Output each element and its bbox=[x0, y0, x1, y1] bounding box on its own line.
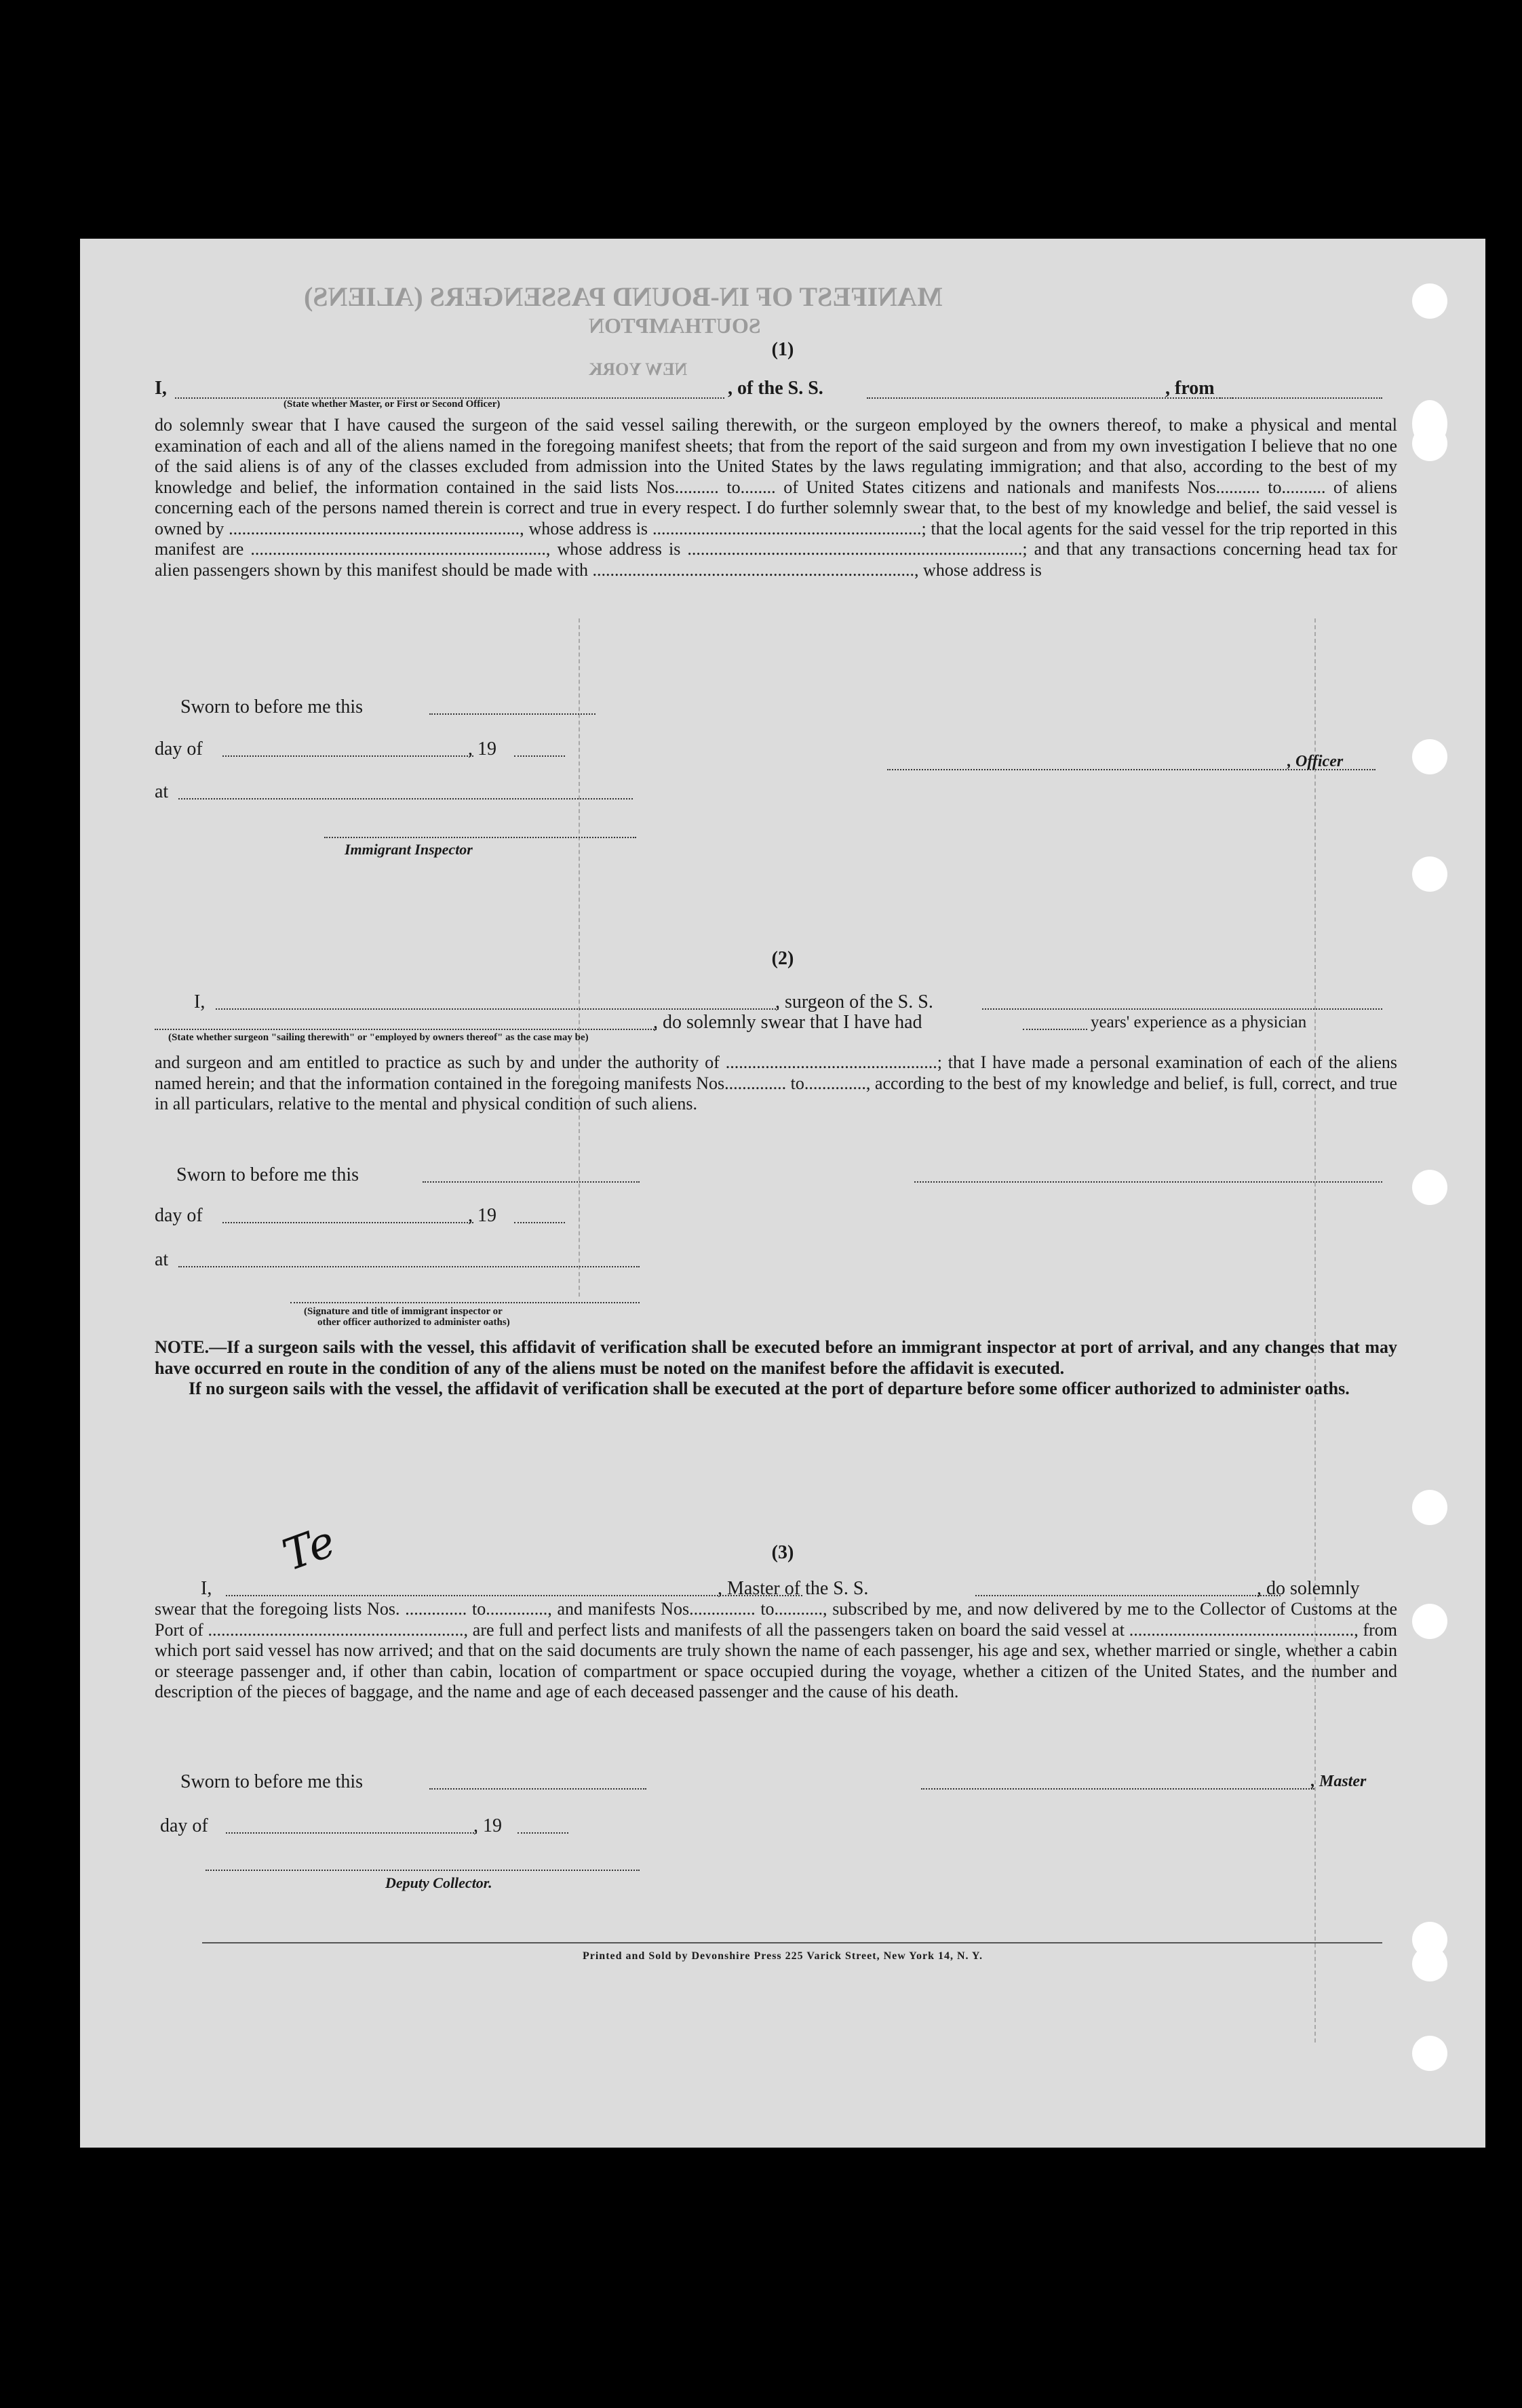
s2-sig-note-1: (Signature and title of immigrant inspector or bbox=[304, 1306, 503, 1317]
s3-sworn-label: Sworn to before me this bbox=[180, 1771, 364, 1792]
s1-at-label: at bbox=[155, 781, 169, 802]
s1-sworn-label: Sworn to before me this bbox=[180, 696, 364, 717]
s3-name-rule bbox=[226, 1595, 802, 1596]
bleed-through-port-to: NEW YORK bbox=[589, 359, 688, 379]
s2-note bbox=[155, 1337, 1397, 1379]
punch-hole bbox=[1412, 739, 1447, 774]
s3-master-of: , Master of the S. S. bbox=[718, 1578, 869, 1599]
punch-hole bbox=[1412, 1604, 1447, 1639]
s1-year-label: , 19 bbox=[468, 738, 496, 759]
s2-at-rule bbox=[178, 1266, 640, 1267]
section-1-heading: (1) bbox=[771, 339, 794, 360]
section-3-heading: (3) bbox=[771, 1542, 794, 1563]
s2-i: I, bbox=[194, 991, 206, 1012]
punch-hole bbox=[1412, 856, 1447, 892]
printer-imprint: Printed and Sold by Devonshire Press 225 Varick Street, New York 14, N. Y. bbox=[582, 1950, 983, 1962]
s1-day-rule bbox=[222, 755, 473, 757]
s2-name-rule bbox=[216, 1008, 779, 1010]
manifest-page bbox=[80, 239, 1485, 2148]
s1-from-rule bbox=[1219, 397, 1382, 399]
s2-state-rule bbox=[155, 1029, 657, 1030]
handwritten-mark: Te bbox=[276, 1516, 342, 1581]
s2-year-rule bbox=[514, 1222, 565, 1223]
s3-master-label: , Master bbox=[1311, 1773, 1367, 1790]
s3-year-label: , 19 bbox=[473, 1815, 502, 1836]
s1-intro-i: I, bbox=[155, 378, 167, 399]
bleed-line bbox=[1314, 618, 1316, 2042]
punch-hole bbox=[1412, 1170, 1447, 1205]
s3-oath-body: swear that the foregoing lists Nos. .............. to.............., and manifests Nos............... to..........., subscribed by me, and now delivered by me to the Collector of Customs at the Port of .........................................................., are full and perfect lists and manifests of all the passengers taken on board the said vessel at ..................................................., from which port said vessel has now arrived; and that on the said documents are truly shown the name of each passenger, his age and sex, whether married or single, whether a cabin or steerage passenger and, if other than cabin, location of compartment or space occupied during the voyage, whether a citizen of the United States, and the number and description of the pieces of baggage, and the name and age of each deceased passenger and the cause of his death. bbox=[155, 1599, 1397, 1701]
s2-note-2: If no surgeon sails with the vessel, the affidavit of verification shall be executed at the port of departure before some officer authorized to administer oaths. bbox=[189, 1379, 1350, 1398]
s2-day-of-label: day of bbox=[155, 1205, 203, 1226]
bleed-through-port-from: SOUTHAMPTON bbox=[589, 313, 761, 338]
punch-hole bbox=[1412, 426, 1447, 461]
s3-day-rule bbox=[226, 1832, 477, 1834]
s2-state-note: (State whether surgeon "sailing therewith" or "employed by owners thereof" as the case may be) bbox=[168, 1032, 589, 1043]
s1-inspector-label: Immigrant Inspector bbox=[345, 841, 473, 858]
s3-sworn-rule bbox=[429, 1788, 646, 1790]
punch-hole bbox=[1412, 1490, 1447, 1525]
s2-note-body: —If a surgeon sails with the vessel, this affidavit of verification shall be executed before an immigrant inspector at port of arrival, and any changes that may have occurred en route in the condition of any of the aliens must be noted on the manifest before the affidavit is executed. bbox=[155, 1337, 1397, 1378]
s1-oath-body: do solemnly swear that I have caused the surgeon of the said vessel sailing therewith, or the surgeon employed by the owners thereof, to make a physical and mental examination of each and all of the aliens named in the foregoing manifest sheets; that from the report of the said surgeon and from my own investigation I believe that no one of the said aliens is of any of the classes excluded from admission into the United States by the laws regulating immigration; and that also, according to the best of my knowledge and belief, the information contained in the said lists Nos.......... to........ of United States citizens and nationals and manifests Nos.......... to.......... of aliens concerning each of the persons named therein is correct and true in every respect. I do further solemnly swear that, to the best of my knowledge and belief, the said vessel is owned by .................................................................., whose address is .............................................................; that the local agents for the said vessel for the trip reported in this manifest are ..................................................................., whose address is ............................................................................; and that any transactions concerning head tax for alien passengers shown by this manifest should be made with ........................................................................., whose address is bbox=[155, 415, 1397, 580]
s1-master-note: (State whether Master, or First or Second Officer) bbox=[284, 399, 501, 410]
s2-swear: , do solemnly swear that I have had bbox=[653, 1012, 922, 1033]
s2-note-label: NOTE. bbox=[155, 1337, 210, 1357]
s3-master-sig-rule bbox=[921, 1788, 1314, 1790]
s3-deputy-label: Deputy Collector. bbox=[385, 1874, 492, 1891]
s2-signature-rule bbox=[914, 1181, 1382, 1183]
s2-oath-body: and surgeon and am entitled to practice as such by and under the authority of ................................................; that I have made a personal examination of each of the aliens named herein; and that the information contained in the foregoing manifests Nos.............. to.............., according to the best of my knowledge and belief, is full, correct, and true in all particulars, relative to the mental and physical condition of such aliens. bbox=[155, 1052, 1397, 1113]
s2-sworn-label: Sworn to before me this bbox=[176, 1164, 359, 1185]
s2-ss-rule bbox=[982, 1008, 1382, 1010]
bleed-through-title: MANIFEST OF IN-BOUND PASSENGERS (ALIENS) bbox=[304, 281, 943, 312]
punch-hole bbox=[1412, 1946, 1447, 1981]
s1-officer-label: , Officer bbox=[1287, 753, 1344, 770]
s1-inspector-rule bbox=[324, 837, 636, 838]
s1-from: , from bbox=[1165, 378, 1215, 399]
s3-day-of-label: day of bbox=[160, 1815, 208, 1836]
punch-hole bbox=[1412, 283, 1447, 319]
s3-ss-rule bbox=[975, 1595, 1281, 1596]
s1-at-rule bbox=[178, 798, 633, 800]
s2-sig-note-2: other officer authorized to administer oaths) bbox=[317, 1317, 510, 1328]
s2-surgeon-of: , surgeon of the S. S. bbox=[775, 991, 933, 1012]
s2-sig-rule bbox=[290, 1302, 640, 1303]
s1-sworn-rule bbox=[429, 713, 596, 715]
s2-day-rule bbox=[222, 1222, 473, 1223]
s3-do-solemnly: , do solemnly bbox=[1257, 1578, 1360, 1599]
s1-year-rule bbox=[514, 755, 565, 757]
s1-day-of-label: day of bbox=[155, 738, 203, 759]
s2-years: years' experience as a physician bbox=[1091, 1013, 1307, 1031]
punch-hole bbox=[1412, 2036, 1447, 2071]
s3-i: I, bbox=[201, 1578, 212, 1599]
s3-year-rule bbox=[518, 1832, 568, 1834]
footer-rule bbox=[202, 1942, 1382, 1943]
s2-at-label: at bbox=[155, 1249, 169, 1270]
s2-years-rule bbox=[1023, 1029, 1087, 1030]
s1-of-ss: , of the S. S. bbox=[728, 378, 823, 399]
s2-year-label: , 19 bbox=[468, 1205, 496, 1226]
section-2-heading: (2) bbox=[771, 948, 794, 969]
s3-deputy-rule bbox=[206, 1870, 640, 1871]
s2-sworn-rule bbox=[423, 1181, 640, 1183]
